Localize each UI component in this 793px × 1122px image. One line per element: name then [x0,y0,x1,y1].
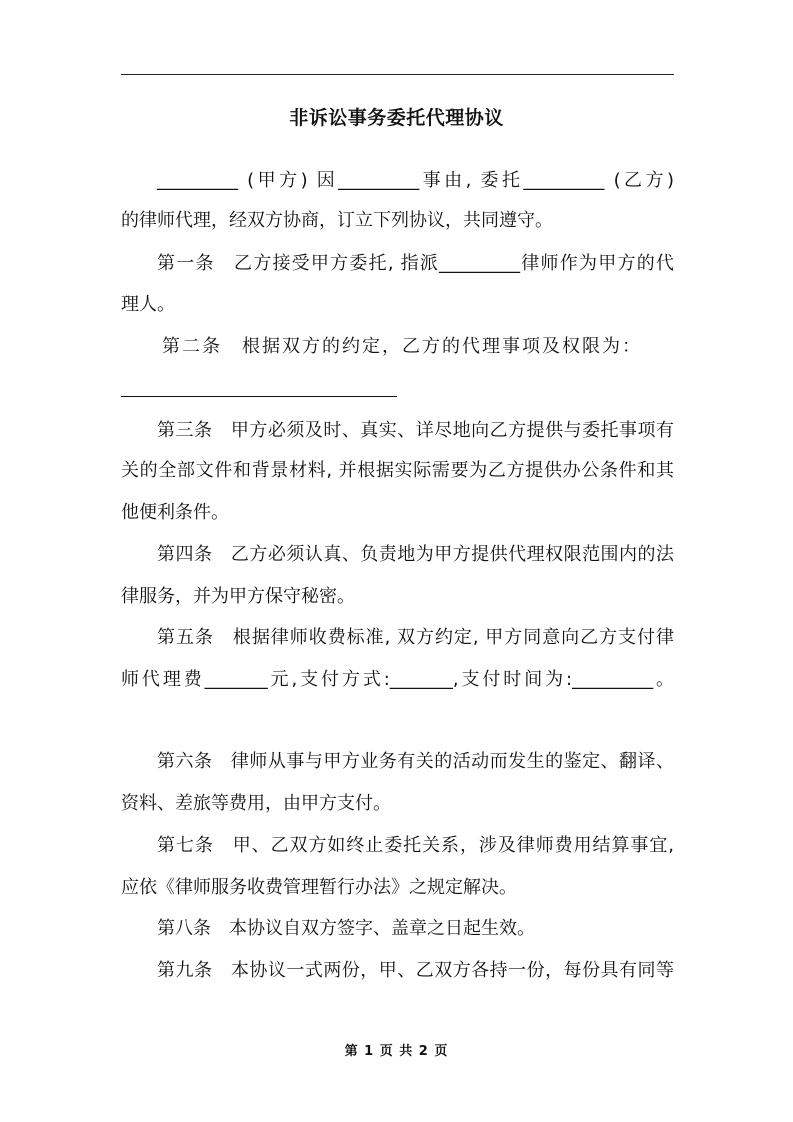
article-4-line: 律服务，并为甲方保守秘密。 [121,586,355,607]
article-3-line: 他便利条件。 [121,502,229,523]
document-title: 非诉讼事务委托代理协议 [289,107,504,129]
article-7-line: 第七条 甲、乙双方如终止委托关系，涉及律师费用结算事宜, [157,835,674,856]
article-5-line: 第五条 根据律师收费标准, 双方约定, 甲方同意向乙方支付律 [157,627,674,648]
article-1-line: 第一条 乙方接受甲方委托, 指派_________律师作为甲方的代 [157,253,674,274]
article-2-line: 第二条 根据双方的约定，乙方的代理事项及权限为： [162,336,642,357]
page-number: 第 1 页 共 2 页 [344,1044,449,1059]
article-6-line: 第六条 律师从事与甲方业务有关的活动而发生的鉴定、翻译、 [157,751,674,772]
article-5-line: 师代理费_______元,支付方式:_______,支付时间为:_________。 [121,669,674,690]
article-7-line: 应依《律师服务收费管理暂行办法》之规定解决。 [121,877,517,898]
article-8-line: 第八条 本协议自双方签字、盖章之日起生效。 [157,918,535,939]
header-rule [121,74,674,75]
article-3-line: 关的全部文件和背景材料, 并根据实际需要为乙方提供办公条件和其 [121,460,674,481]
article-6-line: 资料、差旅等费用，由甲方支付。 [121,793,391,814]
fill-in-blank-line [121,396,397,397]
article-1-line: 理人。 [121,294,175,315]
article-4-line: 第四条 乙方必须认真、负责地为甲方提供代理权限范围内的法 [157,544,674,565]
paragraph-line: _________ (甲方) 因_________事由, 委托_________ (乙方) [157,170,674,191]
article-3-line: 第三条 甲方必须及时、真实、详尽地向乙方提供与委托事项有 [157,420,674,441]
paragraph-line: 的律师代理，经双方协商，订立下列协议，共同遵守。 [121,210,553,231]
article-9-line: 第九条 本协议一式两份，甲、乙双方各持一份，每份具有同等 [157,960,674,981]
